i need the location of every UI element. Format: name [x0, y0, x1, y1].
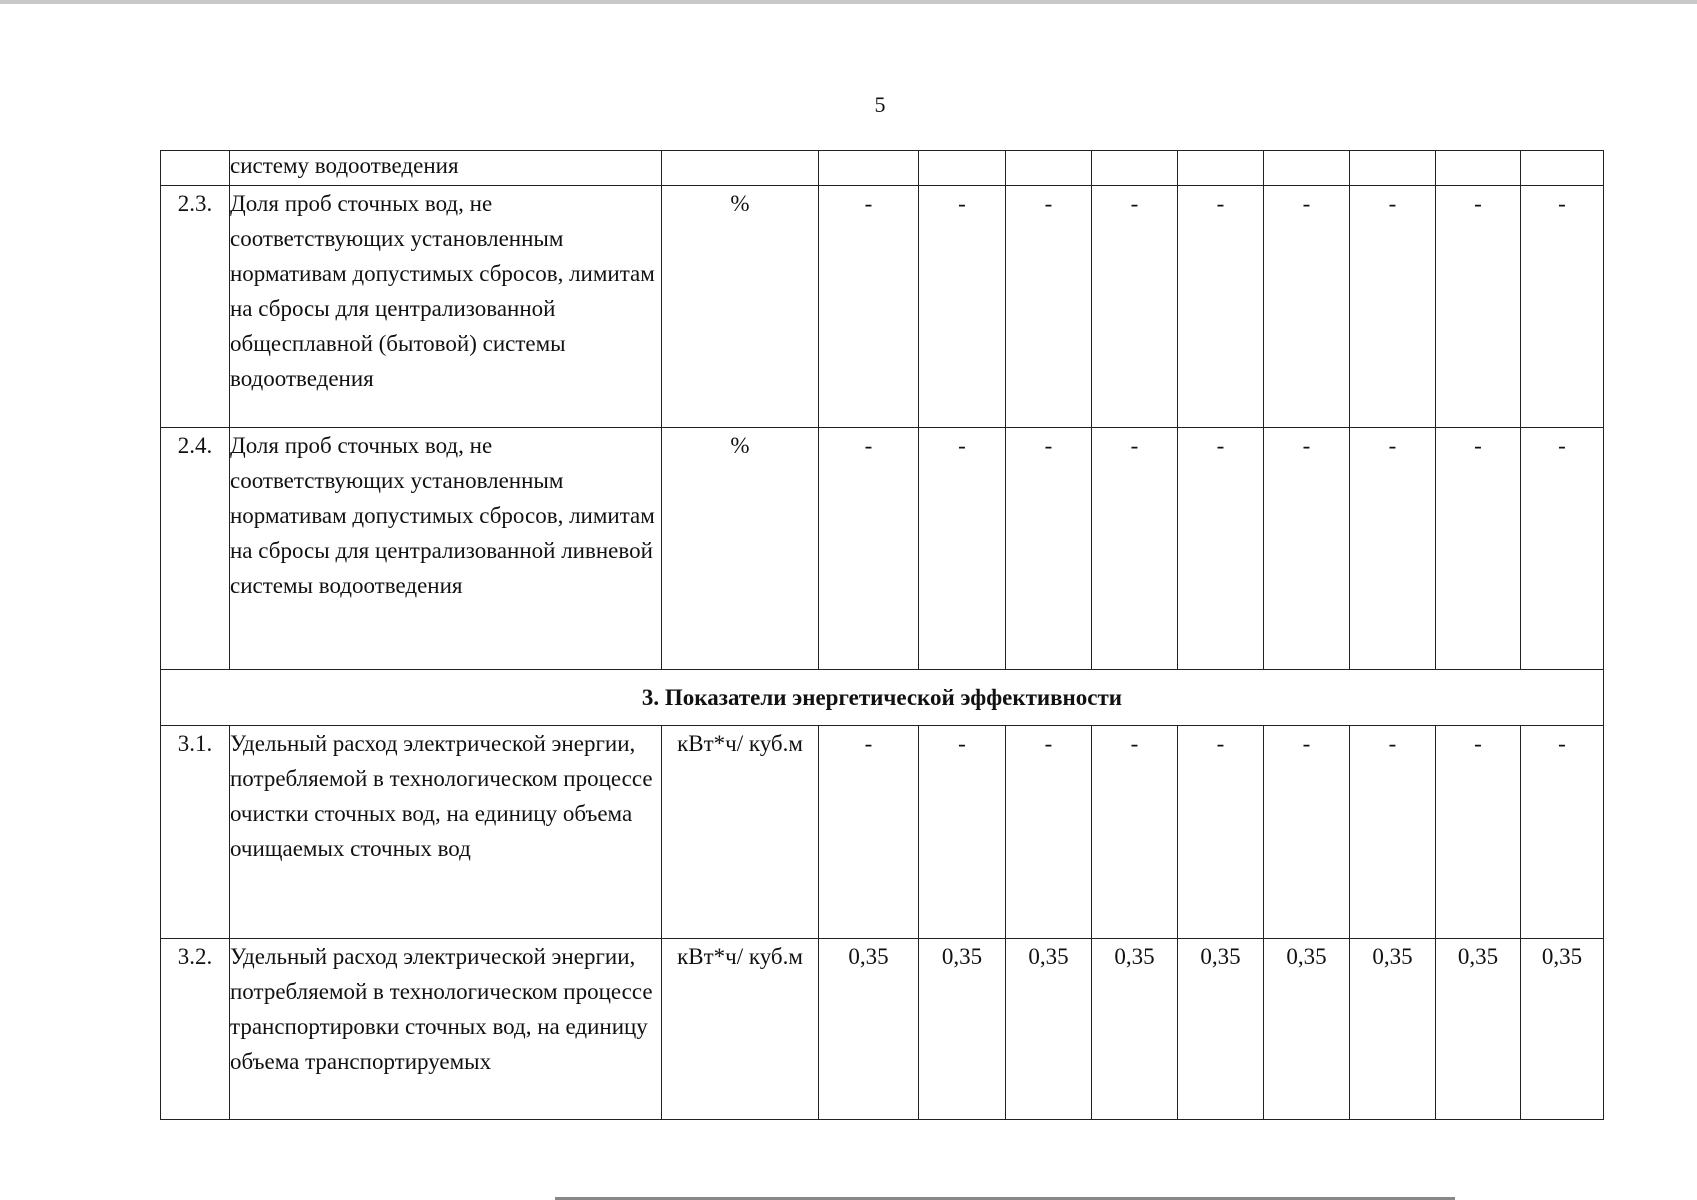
unit-cell: [662, 151, 819, 186]
value-cell: -: [1092, 186, 1178, 428]
section-title: 3. Показатели энергетической эффективности: [161, 670, 1604, 726]
value-cell: -: [1264, 726, 1350, 939]
value-cell: -: [1264, 428, 1350, 670]
indicator-name-cell: Доля проб сточных вод, не соответствующих установленным нормативам допустимых сбросов, лимитам на сбросы для централизованной общесплавной (бытовой) системы водоотведения: [230, 186, 662, 428]
unit-cell: %: [662, 186, 819, 428]
value-cell: -: [919, 726, 1006, 939]
table-row: [161, 186, 1604, 428]
value-cell: 0,35: [1436, 939, 1521, 1120]
value-cell: -: [1006, 726, 1092, 939]
value-cell: -: [819, 726, 919, 939]
value-cell: 0,35: [1178, 939, 1264, 1120]
value-cell: 0,35: [919, 939, 1006, 1120]
row-number-cell: 3.2.: [161, 939, 230, 1120]
value-cell: -: [819, 428, 919, 670]
value-cell: -: [1006, 428, 1092, 670]
indicator-name-cell: Удельный расход электрической энергии, потребляемой в технологическом процессе очистки сточных вод, на единицу объема очищаемых сточных вод: [230, 726, 662, 939]
value-cell: [1092, 151, 1178, 186]
unit-cell: кВт*ч/ куб.м: [662, 939, 819, 1120]
value-cell: [1178, 151, 1264, 186]
value-cell: -: [1521, 726, 1604, 939]
value-cell: -: [819, 186, 919, 428]
row-number-cell: 3.1.: [161, 726, 230, 939]
value-cell: -: [1436, 428, 1521, 670]
indicator-name-cell: Доля проб сточных вод, не соответствующих установленным нормативам допустимых сбросов, лимитам на сбросы для централизованной ливневой системы водоотведения: [230, 428, 662, 670]
value-cell: -: [1178, 726, 1264, 939]
indicator-name-cell: систему водоотведения: [230, 151, 662, 186]
page-number: 5: [874, 92, 886, 117]
scan-top-edge: [0, 0, 1697, 4]
value-cell: [1006, 151, 1092, 186]
value-cell: -: [1436, 186, 1521, 428]
section-header-row: [161, 670, 1604, 726]
value-cell: -: [1178, 186, 1264, 428]
value-cell: 0,35: [1006, 939, 1092, 1120]
value-cell: -: [1092, 726, 1178, 939]
unit-cell: %: [662, 428, 819, 670]
value-cell: 0,35: [819, 939, 919, 1120]
value-cell: -: [1264, 186, 1350, 428]
value-cell: -: [1521, 186, 1604, 428]
value-cell: -: [919, 186, 1006, 428]
row-number-cell: 2.3.: [161, 186, 230, 428]
indicator-name-cell: Удельный расход электрической энергии, потребляемой в технологическом процессе транспортировки сточных вод, на единицу объема транспортируемых: [230, 939, 662, 1120]
value-cell: [919, 151, 1006, 186]
value-cell: [1264, 151, 1350, 186]
value-cell: -: [919, 428, 1006, 670]
value-cell: -: [1521, 428, 1604, 670]
value-cell: -: [1350, 726, 1436, 939]
value-cell: [1436, 151, 1521, 186]
value-cell: -: [1436, 726, 1521, 939]
value-cell: [819, 151, 919, 186]
value-cell: 0,35: [1350, 939, 1436, 1120]
value-cell: -: [1350, 186, 1436, 428]
table-row: [161, 428, 1604, 670]
row-number-cell: [161, 151, 230, 186]
value-cell: 0,35: [1521, 939, 1604, 1120]
unit-cell: кВт*ч/ куб.м: [662, 726, 819, 939]
value-cell: [1521, 151, 1604, 186]
value-cell: 0,35: [1264, 939, 1350, 1120]
value-cell: -: [1006, 186, 1092, 428]
value-cell: -: [1350, 428, 1436, 670]
table-row-continuation: [161, 151, 1604, 186]
indicators-table: [160, 150, 1604, 1120]
table-row: [161, 726, 1604, 939]
row-number-cell: 2.4.: [161, 428, 230, 670]
value-cell: -: [1178, 428, 1264, 670]
value-cell: 0,35: [1092, 939, 1178, 1120]
value-cell: -: [1092, 428, 1178, 670]
table-row: [161, 939, 1604, 1120]
value-cell: [1350, 151, 1436, 186]
